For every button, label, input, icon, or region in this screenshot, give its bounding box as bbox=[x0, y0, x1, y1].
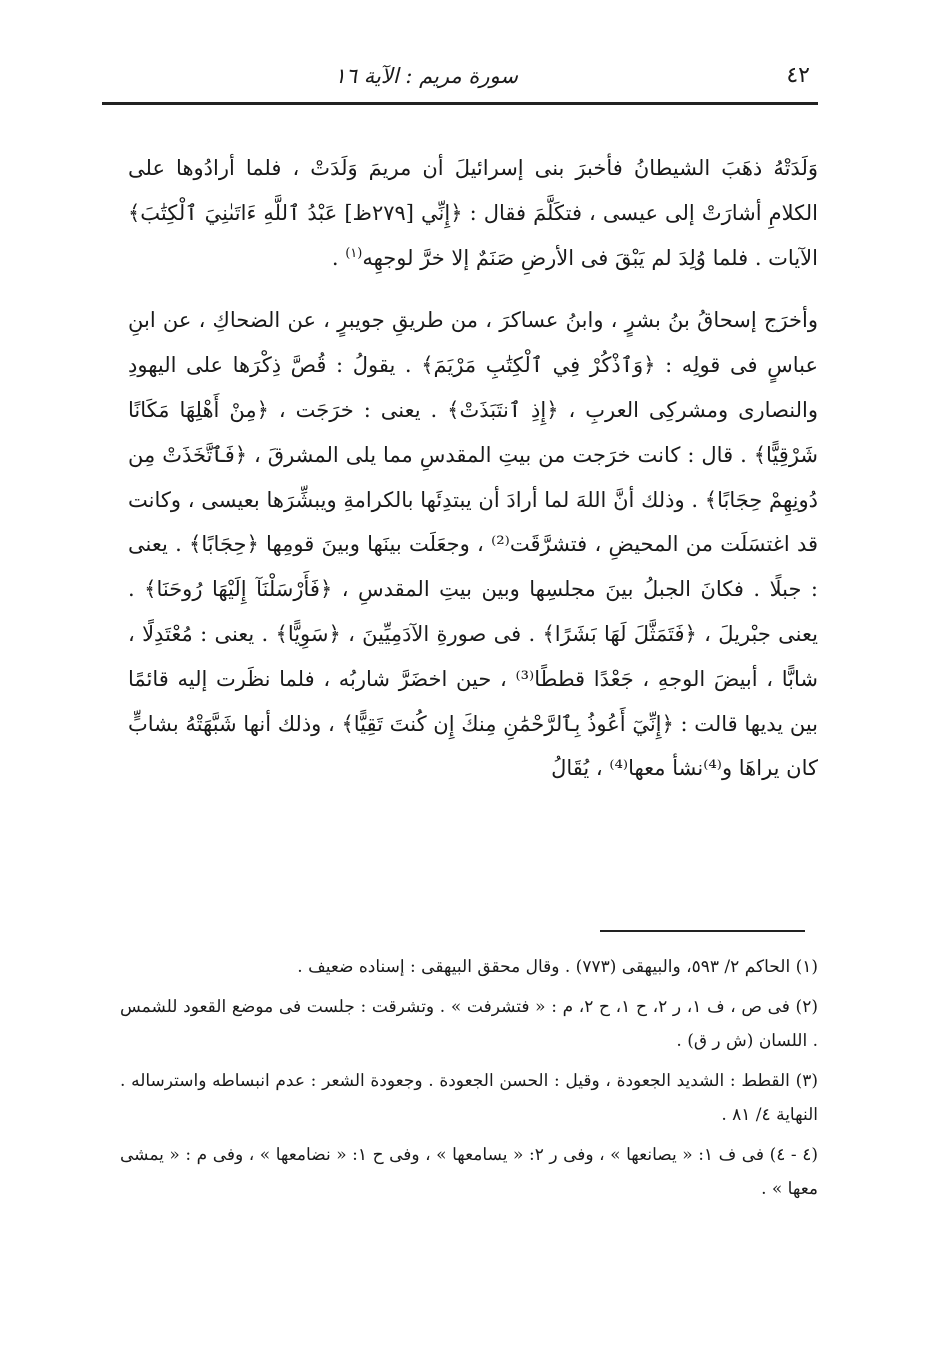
page-header bbox=[102, 62, 818, 96]
page-number: ٤٢ bbox=[786, 63, 810, 88]
footnote-2: (٢) فى ص ، ف ١، ر ٢، ح ١، ح ٢، م : « فتشرفت » . وتشرقت : جلست فى موضع القعود للشمس . اللسان (ش ر ق) . bbox=[120, 997, 818, 1051]
main-text bbox=[128, 146, 818, 791]
running-title: سورة مريم : الآية ١٦ bbox=[334, 64, 518, 88]
footnotes bbox=[120, 950, 818, 1212]
footnote-3: (٣) القطط : الشديد الجعودة ، وقيل : الحسن الجعودة . وجعودة الشعر : عدم انبساطه واسترساله . النهاية ٤/ ٨١ . bbox=[120, 1071, 818, 1125]
footnote-4: (٤ - ٤) فى ف ١: « يصانعها » ، وفى ر ٢: « يسامعها » ، وفى ح ١: « نضامعها » ، وفى م : « يمشى معها » . bbox=[120, 1145, 818, 1199]
paragraph-text: وَلَدَتْهُ ذهَبَ الشيطانُ فأخبرَ بنى إسرائيلَ أن مريمَ وَلَدَتْ ، فلما أرادُوها على الكلامِ أشارَتْ إلى عيسى ، فتكَلَّمَ فقال : ﴿إِنِّي [٢٧٩ظ] عَبْدُ ٱللَّهِ ءَاتَىٰنِيَ ٱلْكِتَٰبَ﴾ الآيات . فلما وُلِدَ لم يَبْقَ فى الأرضِ صَنَمٌ إلا خرَّ لوجهِه bbox=[128, 156, 818, 270]
footnote-divider bbox=[600, 930, 805, 932]
paragraph-2 bbox=[128, 298, 818, 791]
paragraph-1: وَلَدَتْهُ ذهَبَ الشيطانُ فأخبرَ بنى إسرائيلَ أن مريمَ وَلَدَتْ ، فلما أرادُوها على الكلامِ أشارَتْ إلى عيسى ، فتكَلَّمَ فقال : ﴿إِنِّي [٢٧٩ظ] عَبْدُ ٱللَّهِ ءَاتَىٰنِيَ ٱلْكِتَٰبَ﴾ الآيات . فلما وُلِدَ لم يَبْقَ فى الأرضِ صَنَمٌ إلا خرَّ لوجهِه$^{(١)}$ . bbox=[128, 156, 818, 270]
paragraph-text: وأخرَج إسحاقُ بنُ بشرٍ ، وابنُ عساكرَ ، من طريقِ جويبرٍ ، عن الضحاكِ ، عن ابنِ عباسٍ فى قولِه : ﴿وَٱذْكُرْ فِي ٱلْكِتَٰبِ مَرْيَمَ﴾ . يقولُ : قُصَّ ذِكْرَها على اليهودِ والنصارى ومشركِى العربِ ، ﴿إِذِ ٱنتَبَذَتْ﴾ . يعنى : خرَجَت ، ﴿مِنْ أَهْلِهَا مَكَانًا شَرْقِيًّا﴾ . قال : كانت خرَجت من بيتِ المقدسِ مما يلى المشرقَ ، ﴿فَٱتَّخَذَتْ مِن دُونِهِمْ حِجَابًا﴾ . وذلك أنَّ اللهَ لما أرادَ أن يبتدِئَها بالكرامةِ ويبشِّرَها بعيسى ، وكانت قد اغتسَلَت من المحيضِ ، فتشرَّقَت⁽²⁾ ، وجعَلَت بينَها وبينَ قومِها ﴿حِجَابًا﴾ . يعنى : جبلًا . فكانَ الجبلُ بينَ مجلسِها وبين بيتِ المقدسِ ، ﴿فَأَرْسَلْنَآ إِلَيْهَا رُوحَنَا﴾ . يعنى جبْريلَ ، ﴿فَتَمَثَّلَ لَهَا بَشَرًا﴾ . فى صورةِ الآدَمِيِّينَ ، ﴿سَوِيًّا﴾ . يعنى : مُعْتَدِلًا ، شابًّا ، أبيضَ الوجهِ ، جَعْدًا قططًا⁽³⁾ ، حين اخضَرَّ شاربُه ، فلما نظَرت إليه قائمًا بين يديها قالت : ﴿إِنِّيٓ أَعُوذُ بِٱلرَّحْمَٰنِ مِنكَ إِن كُنتَ تَقِيًّا﴾ ، وذلك أنها شَبَّهَتْهُ بشابٍّ كان يراهَا و⁽⁴⁾نشأ معها⁽⁴⁾ ، يُقَالُ bbox=[128, 308, 819, 781]
footnote-marker: (١) bbox=[345, 245, 363, 261]
footnote-1: (١) الحاكم ٢/ ٥٩٣، والبيهقى (٧٧٣) . وقال محقق البيهقى : إسناده ضعيف . bbox=[297, 957, 818, 977]
header-divider bbox=[102, 102, 818, 105]
